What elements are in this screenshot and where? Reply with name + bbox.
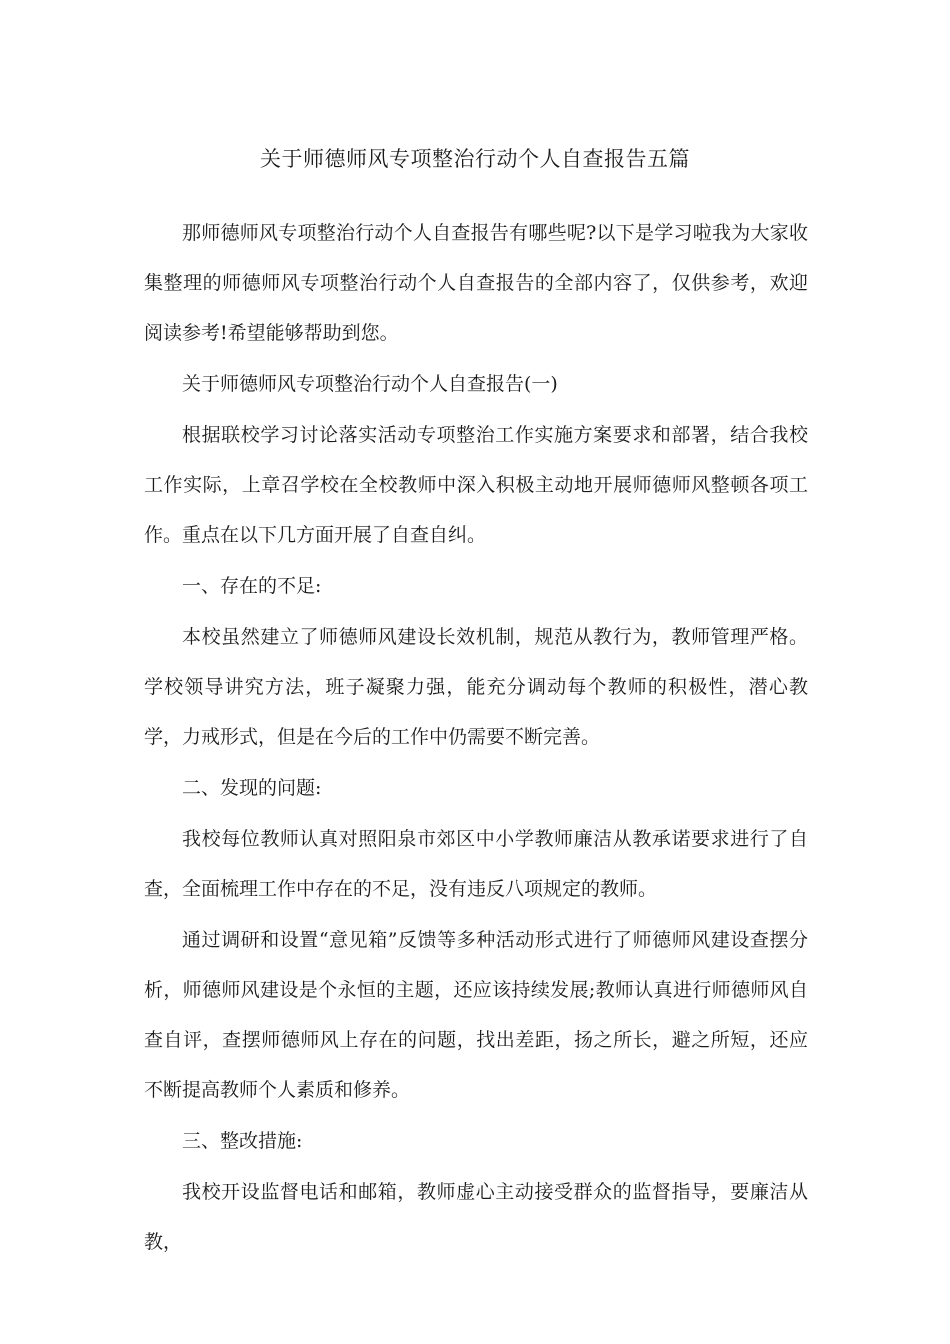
section-heading-measures: 三、整改措施:	[182, 1130, 303, 1152]
intro-paragraph: 那师德师风专项整治行动个人自查报告有哪些呢?以下是学习啦我为大家收集整理的师德师风专项整治行动个人自查报告的全部内容了，仅供参考，欢迎阅读参考!希望能够帮助到您。	[144, 222, 808, 344]
section-heading-report-one: 关于师德师风专项整治行动个人自查报告(一)	[182, 373, 558, 395]
section-heading-shortcomings: 一、存在的不足:	[182, 575, 322, 597]
body-paragraph: 根据联校学习讨论落实活动专项整治工作实施方案要求和部署，结合我校工作实际，上章召学校在全校教师中深入积极主动地开展师德师风整顿各项工作。重点在以下几方面开展了自查自纠。	[144, 424, 808, 546]
body-paragraph: 我校开设监督电话和邮箱，教师虚心主动接受群众的监督指导，要廉洁从教，	[144, 1181, 808, 1253]
body-paragraph: 本校虽然建立了师德师风建设长效机制，规范从教行为，教师管理严格。学校领导讲究方法，班子凝聚力强，能充分调动每个教师的积极性，潜心教学，力戒形式，但是在今后的工作中仍需要不断完善。	[144, 626, 808, 748]
section-heading-problems: 二、发现的问题:	[182, 777, 322, 799]
body-paragraph: 通过调研和设置“意见箱”反馈等多种活动形式进行了师德师风建设查摆分析，师德师风建设是个永恒的主题，还应该持续发展;教师认真进行师德师风自查自评，查摆师德师风上存在的问题，找出差距，扬之所长，避之所短，还应不断提高教师个人素质和修养。	[144, 929, 808, 1101]
document-title: 关于师德师风专项整治行动个人自查报告五篇	[260, 147, 690, 171]
document-body	[144, 208, 808, 1267]
body-paragraph: 我校每位教师认真对照阳泉市郊区中小学教师廉洁从教承诺要求进行了自查，全面梳理工作中存在的不足，没有违反八项规定的教师。	[144, 828, 808, 900]
